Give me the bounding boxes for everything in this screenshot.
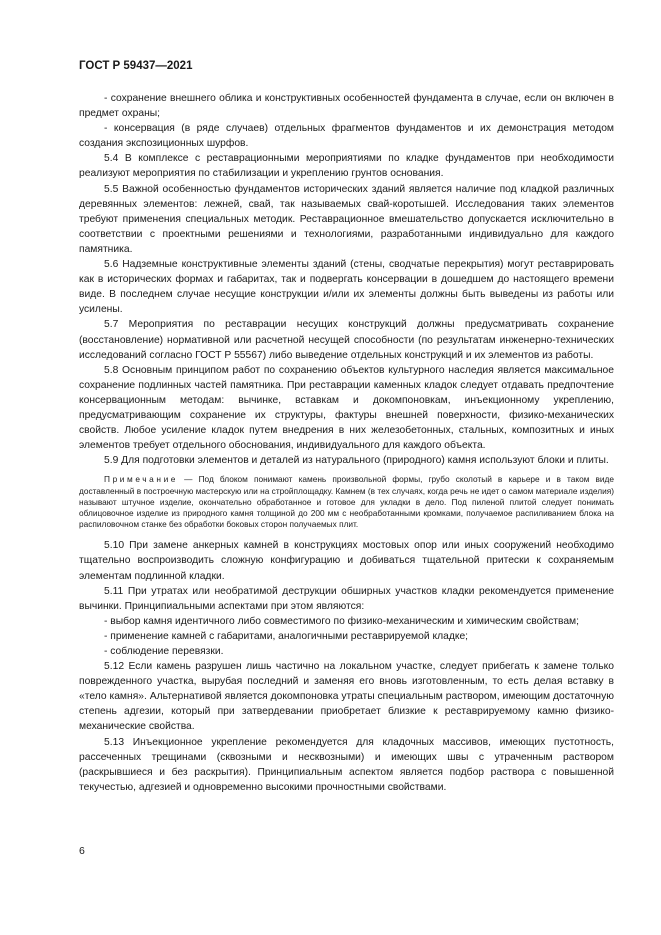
list-item: - сохранение внешнего облика и конструктивных особенностей фундамента в случае, если он включен в предмет охраны; xyxy=(79,93,614,120)
list-item: - консервация (в ряде случаев) отдельных фрагментов фундаментов и их демонстрация методом создания экспозиционных шурфов. xyxy=(79,123,614,150)
note-label: Примечание xyxy=(104,474,179,485)
clause-5-8: 5.8 Основным принципом работ по сохранению объектов культурного наследия является максимальное сохранение подлинных частей памятника. При реставрации каменных кладок следует отдавать предпочтение консервационным методам: вычинке, вставкам и докомпоновкам, инъекционному укреплению, предусматривающим сохранение их структуры, фактуры внешней поверхности, физико-механических свойств. Любое усиление кладок путем внедрения в них железобетонных, стальных, композитных и иных элементов требует отдельного обоснования, индивидуального для каждого объекта. xyxy=(79,364,614,452)
document-header: ГОСТ Р 59437—2021 xyxy=(79,60,193,72)
list-item: - применение камней с габаритами, аналогичными реставрируемой кладке; xyxy=(104,630,469,642)
clause-5-7: 5.7 Мероприятия по реставрации несущих конструкций должны предусматривать сохранение (восстановление) нормативной или расчетной несущей способности (по результатам инженерно-технических исследований согласно ГОСТ Р 55567) либо выведение отдельных конструкций и их элементов из работы. xyxy=(79,319,614,361)
page-body xyxy=(79,91,614,795)
clause-5-5: 5.5 Важной особенностью фундаментов исторических зданий является наличие под кладкой различных деревянных элементов: лежней, свай, так называемых свай-коротышей. Исследования таких элементов требуют применения специальных методик. Реставрационное вмешательство допускается исключительно в соответствии с проектными решениями и технологиями, разработанными индивидуально для каждого памятника. xyxy=(79,183,614,255)
clause-5-9: 5.9 Для подготовки элементов и деталей из натурального (природного) камня используют блоки и плиты. xyxy=(104,455,609,467)
note-block xyxy=(79,474,614,530)
page-number: 6 xyxy=(79,845,85,857)
clause-5-4: 5.4 В комплексе с реставрационными мероприятиями по кладке фундаментов при необходимости реализуют мероприятия по стабилизации и укреплению грунтов основания. xyxy=(79,153,614,180)
clause-5-10: 5.10 При замене анкерных камней в конструкциях мостовых опор или иных сооружений необходимо тщательно воспроизводить сложную конфигурацию и добиваться тщательной притески к сохраняемым элементам подлинной кладки. xyxy=(79,540,614,582)
list-item: - выбор камня идентичного либо совместимого по физико-механическим и химическим свойствам; xyxy=(104,615,579,627)
clause-5-13: 5.13 Инъекционное укрепление рекомендуется для кладочных массивов, имеющих пустотность, рассеченных трещинами (сквозными и несквозными) и имеющих швы с утраченным раствором (раскрывшиеся и без раскрытия). Принципиальным аспектом является подбор раствора с повышенной текучестью, адгезией и одновременно высокими прочностными свойствами. xyxy=(79,736,614,793)
note-text: — Под блоком понимают камень произвольной формы, грубо сколотый в карьере и в таком виде доставленный в построечную мастерскую или на стройплощадку. Камнем (в тех случаях, когда речь не идет о самом материале изделия) называют штучное изделие, окончательно обработанное и готовое для укладки в дело. Под пиленой плитой следует понимать облицовочное изделие из природного камня толщиной до 200 мм с необработанными кромками, получаемое распиливанием блока на распиловочном станке без обработки боковых сторон получаемых плит. xyxy=(79,474,615,530)
clause-5-6: 5.6 Надземные конструктивные элементы зданий (стены, сводчатые перекрытия) могут реставрировать как в исторических формах и габаритах, так и подвергать консервации в дошедшем до настоящего времени виде. В последнем случае несущие конструкции и/или их элементы должны быть выведены из работы или усилены. xyxy=(79,259,614,316)
clause-5-12: 5.12 Если камень разрушен лишь частично на локальном участке, следует прибегать к замене только поврежденного участка, вырубая последний и заменяя его вновь изготовленным, то есть делая вставку в «тело камня». Альтернативой является докомпоновка утраты специальным раствором, имеющим достаточную степень адгезии, который при затвердевании приобретает близкие к реставрируемому камню физико-механические свойства. xyxy=(79,661,614,733)
clause-5-11: 5.11 При утратах или необратимой деструкции обширных участков кладки рекомендуется применение вычинки. Принципиальными аспектами при этом являются: xyxy=(79,585,614,612)
list-item: - соблюдение перевязки. xyxy=(104,646,224,658)
